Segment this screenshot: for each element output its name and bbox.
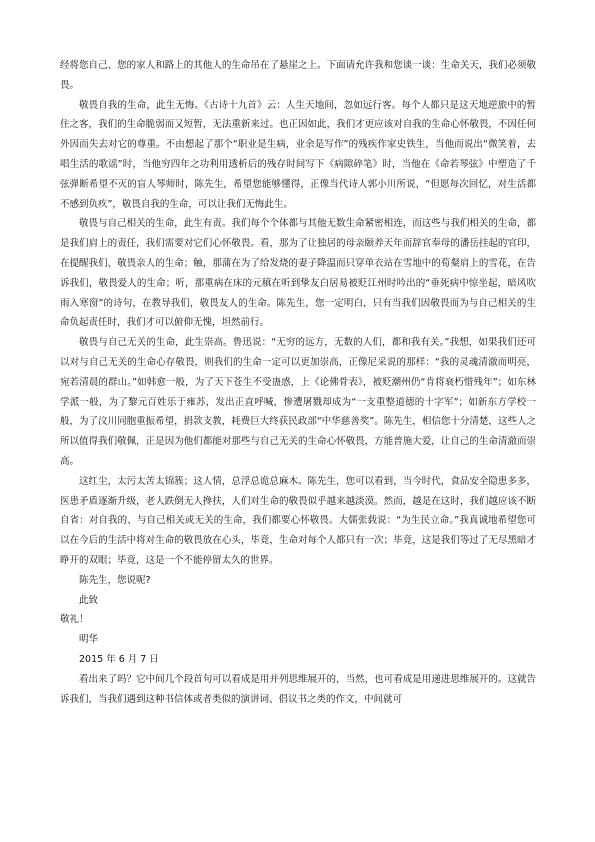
commentary-paragraph: 看出来了吗？它中间几个段首句可以看成是用并列思维展开的，当然，也可看成是用递进思维展开的。这就告诉我们，当我们遇到这种书信体或者类似的演讲词、倡议书之类的作文，中间就可	[60, 673, 536, 705]
letter-paragraph-unrelated-life: 敬畏与自己无关的生命，此生崇高。鲁迅说：“无穷的远方，无数的人们，都和我有关。”我想，如果我们还可以对与自己无关的生命心存敬畏，则我们的生命一定可以更加崇高，正像尼采说的那样：“我的灵魂清澈而明亮，宛若清晨的群山。”如韩愈一般，为了天下苍生不受蛊惑，上《论佛骨表》，被贬潮州仍“肯将衰朽惜残年”；如东林学派一般，为了黎元百姓乐于雍苏，发出正直呼喊，惨遭屠戮却成为“一支重整道德的十字军”；如新东方学校一般，为了汶川同胞重振希望，捐款支教，耗费巨大终获民政部“中华慈善奖”。陈先生，相信您十分清楚，这些人之所以值得我们敬佩，正是因为他们都能对那些与自己无关的生命心怀敬畏，方能普施大爱，让自己的生命清澈而崇高。	[60, 337, 536, 467]
letter-paragraph-self-life: 敬畏自我的生命，此生无悔。《古诗十九首》云：人生天地间，忽如远行客。每个人都只是这天地逆旅中的暂住之客，我们的生命脆弱而又短暂，无法重新来过。也正因如此，我们才更应该对自我的生命心怀敬畏，不因任何外因而失去对它的尊重。不由想起了那个“职业是生病，业余是写作”的残疾作家史铁生，当他而说出“微笑着，去唱生活的歌谣”时，当他穷四年之功利用透析后的残存时间写下《病隙碎笔》时，当他在《命若琴弦》中塑造了千弦弹断希望不灭的盲人琴师时，陈先生，希望您能够懂得，正像当代诗人郭小川所说，“但愿每次回忆，对生活都不感到负疚”，敬畏自我的生命，可以让我们无悔此生。	[60, 99, 536, 210]
closing-ci-zhi: 此致	[79, 594, 99, 606]
closing-jing-li: 敬礼！	[60, 614, 89, 626]
letter-body	[60, 56, 536, 709]
letter-paragraph-continuation: 经将您自己、您的家人和路上的其他人的生命吊在了悬崖之上。下面请允许我和您谈一谈：生命关天，我们必须敬畏。	[60, 60, 536, 91]
letter-date: 2015 年 6 月 7 日	[79, 653, 159, 665]
letter-paragraph-related-life: 敬畏与自己相关的生命，此生有责。我们每个个体都与其他无数生命紧密相连，而这些与我们相关的生命，都是我们肩上的责任，我们需要对它们心怀敬畏。看，那为了让独居的母亲颐养天年而辞官奉母的潘岳挂起的官印，在提醒我们，敬畏亲人的生命；触，那蒲在为了给发烧的妻子降温而只穿单衣站在雪地中的荀粲肩上的雪花，在告诉我们，敬畏爱人的生命；听，那重病在床的元稹在听到挚友白居易被贬江州时吟出的“垂死病中惊坐起，暗风吹雨入寒窗”的诗句，在教导我们，敬畏友人的生命。陈先生，您一定明白，只有当我们因敬畏而为与自己相关的生命负起责任时，我们才可以俯仰无愧，坦然前行。	[60, 218, 536, 329]
signature: 明华	[79, 634, 99, 646]
letter-paragraph-conclusion: 这红尘，太污太苦太锦簇；这人情，总浮总诡总麻木。陈先生，您可以看到，当今时代，食品安全隐患多多，医患矛盾逐渐升级，老人跌倒无人搀扶，人们对生命的敬畏似乎越来越淡漠。然而，越是在这时，我们越应该不断自省：对自我的、与自己相关或无关的生命，我们都要心怀敬畏。大儒张载说：“为生民立命。”我真诚地希望您可以在今后的生活中将对生命的敬畏放在心头，毕竟，生命对每个人都只有一次；毕竟，这是我们等过了无尽黑暗才睁开的双眼；毕竟，这是一个不能停留太久的世界。	[60, 475, 536, 566]
letter-paragraph-question: 陈先生，您说呢?	[79, 574, 151, 586]
